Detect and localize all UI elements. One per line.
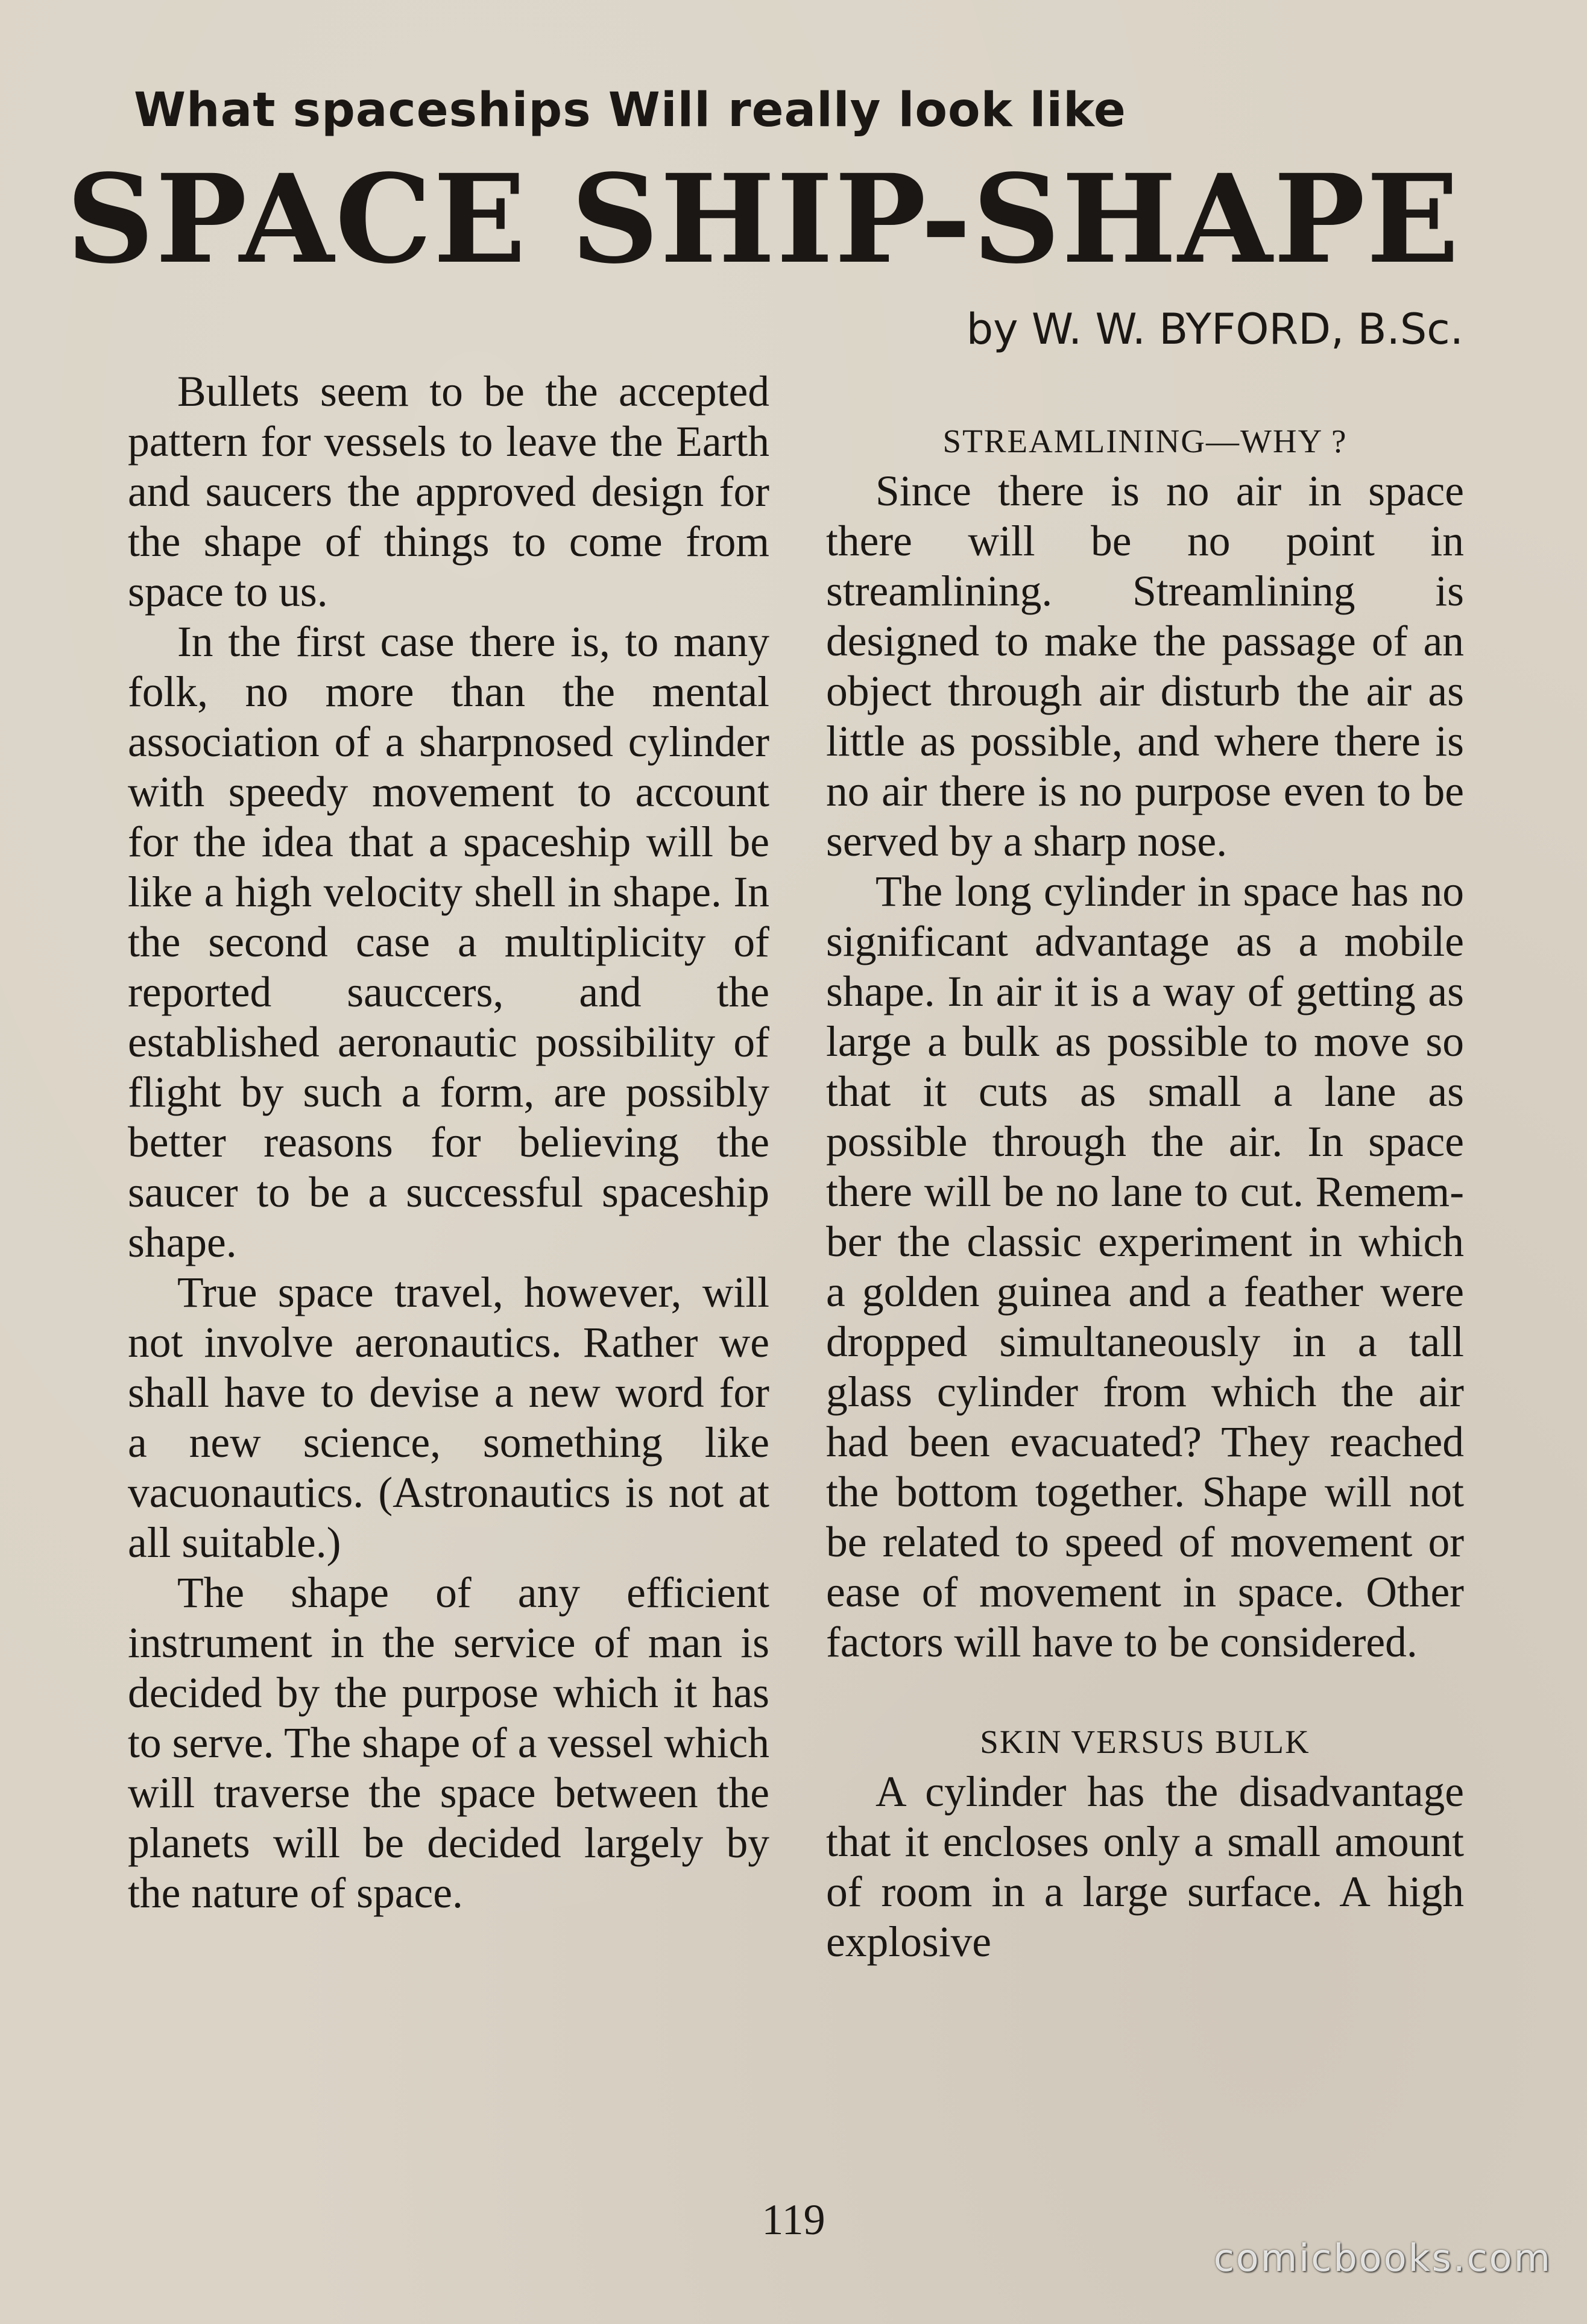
article-kicker: What spaceships Will really look like — [134, 83, 1126, 137]
paragraph: True space travel, however, will not involve aeronautics. Rather we shall have to devise a new word for a new science, something like vacuonautics. (Astronautics is not at all suitable.) — [128, 1269, 769, 1567]
site-watermark: comicbooks.com — [1213, 2236, 1552, 2280]
article-title: SPACE SHIP-SHAPE — [66, 147, 1460, 291]
section-heading-skin-versus-bulk: SKIN VERSUS BULK — [980, 1723, 1310, 1760]
paragraph: In the first case there is, to many folk, no more than the mental association of a sharpnosed cylinder with speedy movement to account for the idea that a spaceship will be like a high velocity shell in shape. In the second case a multiplicity of reported sauccers, and the established aeronautic possibility of flight by such a form, are possibly better reasons for believing the saucer to be a successful spaceship shape. — [128, 618, 769, 1266]
article-byline: by W. W. BYFORD, B.Sc. — [966, 305, 1463, 354]
paragraph: The shape of any efficient instrument in the service of man is decided by the purpose which it has to serve. The shape of a vessel which will traverse the space between the planets will be decided largely by the nature of space. — [128, 1569, 769, 1917]
right-column — [826, 416, 1464, 1967]
section-heading-streamlining: STREAMLINING—WHY ? — [942, 423, 1348, 459]
left-column — [128, 367, 769, 1918]
paragraph: A cylinder has the disadvantage that it encloses only a small amount of room in a large surface. A high explosive — [826, 1768, 1464, 1966]
page-number: 119 — [762, 2196, 825, 2244]
paragraph: The long cylinder in space has no significant advantage as a mobile shape. In air it is a way of getting as large a bulk as possible to move so that it cuts as small a lane as possible through the air. In space there will be no lane to cut. Remember the classic experiment in which a golden guinea and a feather were dropped simultaneously in a tall glass cylinder from which the air had been evacuated? They reached the bottom together. Shape will not be related to speed of movement or ease of movement in space. Other factors will have to be considered. — [826, 868, 1464, 1666]
paragraph: Since there is no air in space there will be no point in streamlining. Streamlining is designed to make the passage of an object through air disturb the air as little as possible, and where there is no air there is no purpose even to be served by a sharp nose. — [826, 467, 1464, 865]
paragraph: Bullets seem to be the accepted pattern for vessels to leave the Earth and saucers the approved design for the shape of things to come from space to us. — [128, 368, 769, 616]
